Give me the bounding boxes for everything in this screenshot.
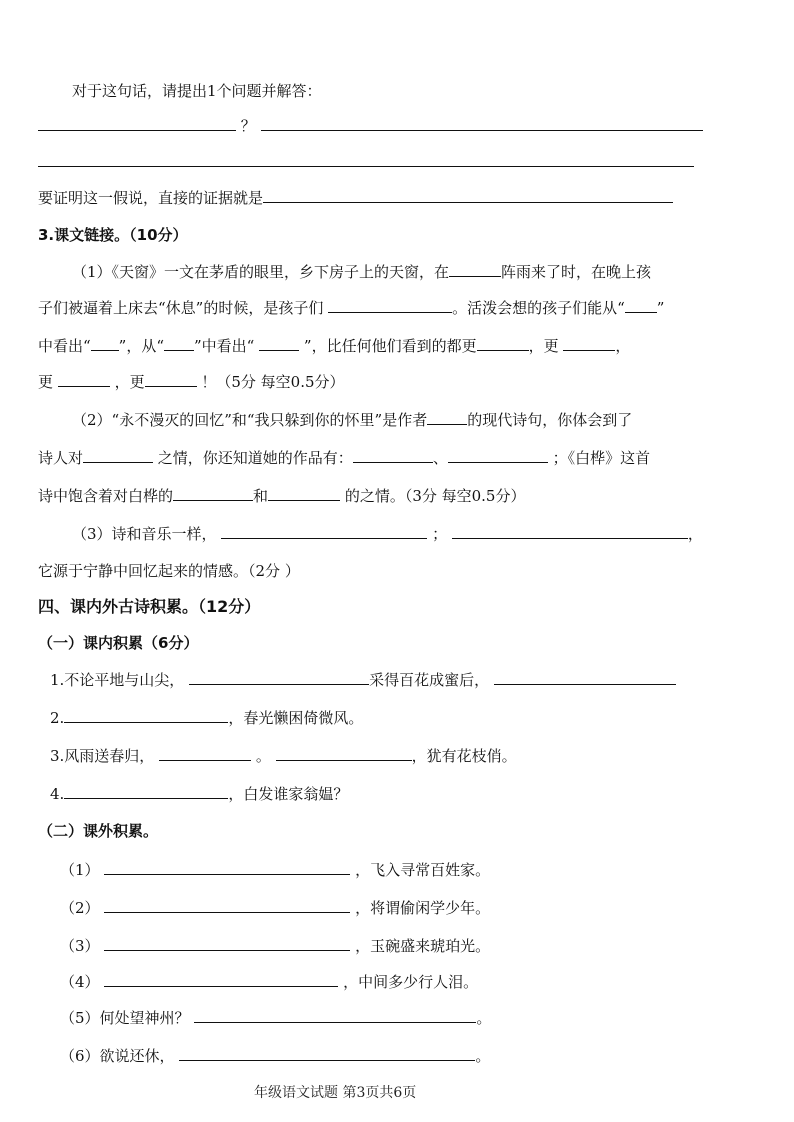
q3-p3-line2: 它源于宁静中回忆起来的情感。（2分 ） (38, 562, 300, 580)
q3-p1-line3: 中看出“ ”，从“ ”中看出“ ”，比任何他们看到的都更 ，更 ， (38, 334, 630, 357)
answer-blank[interactable] (104, 858, 350, 875)
q2-answer-line (38, 150, 694, 173)
answer-blank[interactable] (91, 334, 119, 351)
answer-blank[interactable] (427, 408, 467, 425)
q3-p2-line3: 诗中饱含着对白桦的 和 的之情。（3分 每空0.5分） (38, 484, 525, 507)
section4-sub2: （二）课外积累。 (38, 822, 159, 840)
extra-item-6: （6）欲说还休， 。 (60, 1044, 490, 1067)
question-mark: ？ (240, 117, 256, 135)
answer-blank[interactable] (104, 970, 338, 987)
q3-p2-line2: 诗人对 之情，你还知道她的作品有： 、 ；《白桦》这首 (38, 446, 650, 469)
extra-item-4: （4） ，中间多少行人泪。 (60, 970, 478, 993)
answer-blank[interactable] (268, 484, 340, 501)
q3-p1-line2: 子们被逼着上床去“休息”的时候，是孩子们 。活泼会想的孩子们能从“ ” (38, 296, 664, 319)
extra-item-5: （5）何处望神州？ 。 (60, 1006, 491, 1029)
answer-blank[interactable] (477, 334, 529, 351)
poem-item-2: 2. ，春光懒困倚微风。 (50, 706, 363, 729)
answer-blank[interactable] (64, 782, 228, 799)
answer-blank[interactable] (449, 260, 501, 277)
answer-blank[interactable] (164, 334, 194, 351)
answer-blank[interactable] (38, 150, 694, 167)
answer-blank[interactable] (494, 668, 676, 685)
answer-blank[interactable] (64, 706, 228, 723)
extra-item-2: （2） ，将谓偷闲学少年。 (60, 896, 490, 919)
answer-blank[interactable] (179, 1044, 475, 1061)
answer-blank[interactable] (452, 522, 688, 539)
answer-blank[interactable] (83, 446, 153, 463)
answer-blank[interactable] (104, 896, 350, 913)
answer-blank[interactable] (38, 114, 236, 131)
poem-item-3: 3.风雨送春归， 。 ，犹有花枝俏。 (50, 744, 517, 767)
section4-title: 四、课内外古诗积累。（12分） (38, 597, 261, 616)
answer-blank[interactable] (563, 334, 615, 351)
answer-blank[interactable] (145, 370, 197, 387)
q2-question-line (38, 114, 703, 137)
answer-blank[interactable] (353, 446, 433, 463)
answer-blank[interactable] (194, 1006, 476, 1023)
answer-blank[interactable] (221, 522, 427, 539)
answer-blank[interactable] (58, 370, 110, 387)
answer-blank[interactable] (448, 446, 548, 463)
q3-title: 3.课文链接。（10分） (38, 226, 188, 244)
q3-p1-line4: 更 ，更 ！（5分 每空0.5分） (38, 370, 345, 393)
answer-blank[interactable] (263, 186, 673, 203)
section4-sub1: （一）课内积累（6分） (38, 634, 199, 652)
q2-evidence-line (38, 186, 673, 209)
answer-blank[interactable] (625, 296, 657, 313)
poem-item-1: 1.不论平地与山尖， 采得百花成蜜后， (50, 668, 676, 691)
poem-item-4: 4. ，白发谁家翁媪？ (50, 782, 348, 805)
answer-blank[interactable] (159, 744, 251, 761)
answer-blank[interactable] (104, 934, 350, 951)
extra-item-3: （3） ，玉碗盛来琥珀光。 (60, 934, 490, 957)
page-footer: 年级语文试题 第3页共6页 (254, 1085, 417, 1101)
answer-blank[interactable] (261, 114, 703, 131)
answer-blank[interactable] (189, 668, 369, 685)
answer-blank[interactable] (328, 296, 452, 313)
extra-item-1: （1） ，飞入寻常百姓家。 (60, 858, 490, 881)
evidence-label: 要证明这一假说，直接的证据就是 (38, 189, 264, 207)
answer-blank[interactable] (276, 744, 412, 761)
answer-blank[interactable] (173, 484, 253, 501)
q3-p3-line1: （3）诗和音乐一样， ； ， (72, 522, 703, 545)
q3-p2-line1: （2）“永不漫灭的回忆”和“我只躲到你的怀里”是作者 的现代诗句，你体会到了 (72, 408, 632, 431)
q3-p1-line1: （1）《天窗》一文在茅盾的眼里，乡下房子上的天窗，在 阵雨来了时，在晚上孩 (72, 260, 651, 283)
q2-prompt: 对于这句话，请提出1个问题并解答： (72, 82, 322, 100)
answer-blank[interactable] (259, 334, 299, 351)
